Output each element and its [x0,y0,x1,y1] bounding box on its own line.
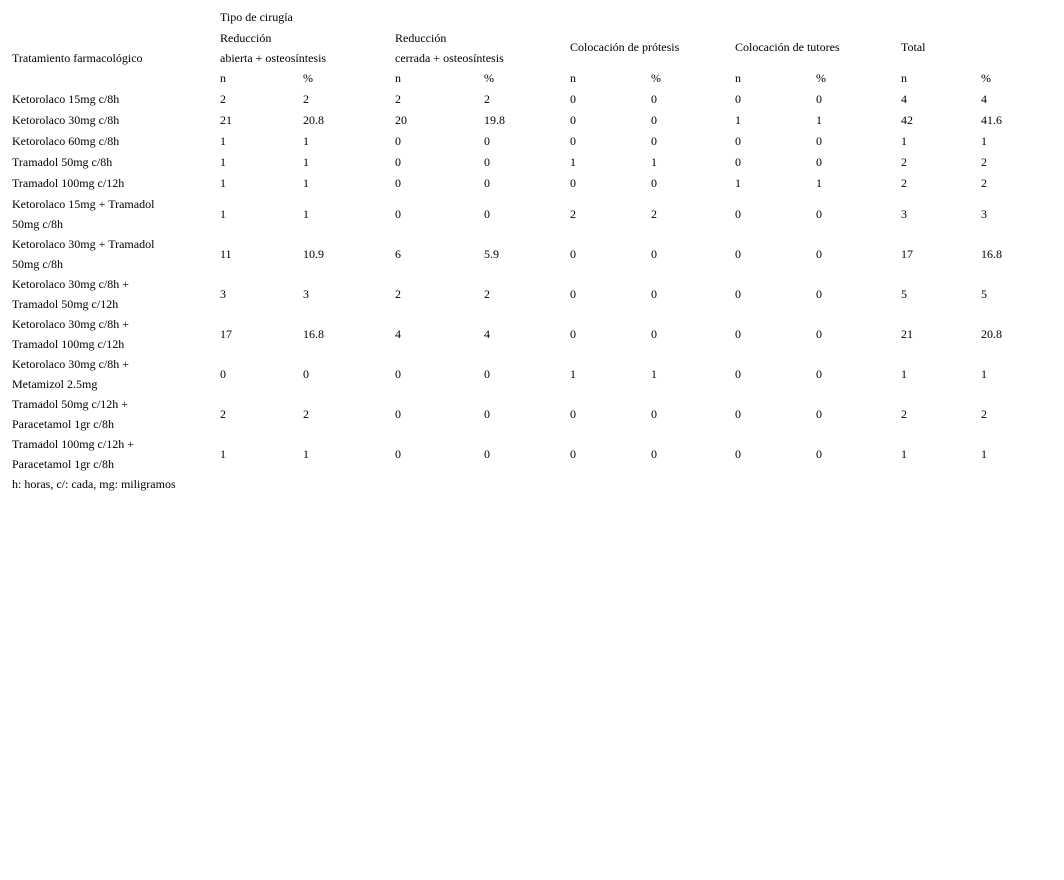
row-label-line: Ketorolaco 15mg + Tramadol [12,197,155,211]
table-cell: 1 [303,176,309,190]
table-cell: 0 [816,134,822,148]
table-cell: 21 [220,113,232,127]
table-cell: 0 [651,113,657,127]
table-cell: 0 [735,287,741,301]
row-label [12,234,154,274]
table-cell: 2 [981,176,987,190]
row-label-line: 50mg c/8h [12,257,63,271]
table-cell: 2 [901,155,907,169]
table-cell: 41.6 [981,113,1002,127]
row-label-line: Tramadol 100mg c/12h [12,176,125,190]
row-label-line: 50mg c/8h [12,217,63,231]
table-cell: 4 [395,327,401,341]
table-cell: 3 [901,207,907,221]
table-cell: 0 [395,176,401,190]
column-header-line2: cerrada + osteosíntesis [395,51,504,65]
table-cell: 5.9 [484,247,499,261]
table-cell: 1 [816,113,822,127]
table-cell: 0 [651,134,657,148]
sub-header: % [303,71,313,85]
row-label-line: Ketorolaco 30mg + Tramadol [12,237,155,251]
table-cell: 2 [220,92,226,106]
table-cell: 0 [651,447,657,461]
table-cell: 0 [816,287,822,301]
table-cell: 0 [220,367,226,381]
table-cell: 0 [651,407,657,421]
sub-header: n [901,71,907,85]
table-cell: 0 [735,407,741,421]
table-cell: 10.9 [303,247,324,261]
row-label-line: Paracetamol 1gr c/8h [12,417,114,431]
table-cell: 21 [901,327,913,341]
sub-header: n [395,71,401,85]
table-cell: 0 [651,92,657,106]
row-label-line: Ketorolaco 30mg c/8h + [12,357,130,371]
table-cell: 0 [570,176,576,190]
sub-header: % [981,71,991,85]
table-cell: 1 [901,447,907,461]
table-cell: 2 [220,407,226,421]
row-label-line: Tramadol 100mg c/12h + [12,437,134,451]
table-cell: 4 [981,92,987,106]
table-cell: 1 [303,155,309,169]
table-cell: 0 [570,447,576,461]
table-cell: 0 [735,447,741,461]
table-cell: 17 [901,247,913,261]
sub-header: % [816,71,826,85]
group-header: Tipo de cirugía [220,10,293,24]
table-cell: 1 [901,367,907,381]
row-label [12,194,154,234]
column-header: Colocación de tutores [735,40,840,54]
sub-header: n [735,71,741,85]
table-cell: 0 [570,113,576,127]
table-cell: 2 [901,176,907,190]
row-label [12,354,129,394]
table-cell: 0 [651,247,657,261]
sub-header: % [651,71,661,85]
table-cell: 1 [651,367,657,381]
row-header-label: Tratamiento farmacológico [12,51,143,65]
table-cell: 0 [735,155,741,169]
table-cell: 20 [395,113,407,127]
table-cell: 0 [735,207,741,221]
row-label-line: Tramadol 100mg c/12h [12,337,125,351]
table-cell: 2 [484,287,490,301]
table-cell: 1 [816,176,822,190]
table-cell: 2 [981,155,987,169]
table-cell: 1 [570,155,576,169]
row-label [12,434,134,474]
table-cell: 1 [735,113,741,127]
row-label-line: Tramadol 50mg c/12h [12,297,119,311]
table-cell: 2 [395,287,401,301]
row-label-line: Ketorolaco 30mg c/8h [12,113,120,127]
table-cell: 42 [901,113,913,127]
row-label [12,394,128,434]
column-header: Total [901,40,926,54]
table-cell: 2 [395,92,401,106]
row-label [12,152,112,172]
column-header: Colocación de prótesis [570,40,680,54]
table-cell: 0 [735,367,741,381]
row-label-line: Ketorolaco 15mg c/8h [12,92,120,106]
table-cell: 1 [220,447,226,461]
table-cell: 1 [220,134,226,148]
table-cell: 2 [303,92,309,106]
table-cell: 0 [484,207,490,221]
table-cell: 0 [570,92,576,106]
table-cell: 0 [816,367,822,381]
row-label-line: Paracetamol 1gr c/8h [12,457,114,471]
table-cell: 1 [220,176,226,190]
table-cell: 0 [395,367,401,381]
table-cell: 17 [220,327,232,341]
table-cell: 0 [570,134,576,148]
table-cell: 1 [303,447,309,461]
table-cell: 2 [981,407,987,421]
table-cell: 3 [303,287,309,301]
row-label-line: Ketorolaco 30mg c/8h + [12,277,130,291]
table-cell: 0 [816,407,822,421]
row-label [12,110,119,130]
column-header-line1: Reducción [220,31,272,45]
table-cell: 1 [651,155,657,169]
table-cell: 1 [981,134,987,148]
table-cell: 6 [395,247,401,261]
table-cell: 16.8 [303,327,324,341]
table-cell: 2 [484,92,490,106]
table-cell: 0 [570,327,576,341]
table-cell: 0 [303,367,309,381]
table-cell: 0 [395,407,401,421]
footnote: h: horas, c/: cada, mg: miligramos [12,477,176,491]
row-label [12,131,119,151]
row-label [12,314,129,354]
table-cell: 1 [220,155,226,169]
row-label [12,89,119,109]
table-cell: 1 [570,367,576,381]
row-label-line: Tramadol 50mg c/8h [12,155,113,169]
row-label [12,173,124,193]
sub-header: n [570,71,576,85]
table-cell: 1 [901,134,907,148]
table-cell: 0 [816,92,822,106]
table-cell: 0 [395,134,401,148]
table-cell: 0 [484,134,490,148]
table-cell: 0 [570,287,576,301]
table-cell: 0 [816,447,822,461]
table-cell: 0 [735,92,741,106]
row-label-line: Ketorolaco 60mg c/8h [12,134,120,148]
table-cell: 1 [220,207,226,221]
table-cell: 2 [651,207,657,221]
table-cell: 0 [651,327,657,341]
sub-header: % [484,71,494,85]
table-cell: 2 [901,407,907,421]
table-cell: 0 [735,247,741,261]
table-cell: 1 [303,207,309,221]
table-cell: 0 [484,447,490,461]
table-cell: 11 [220,247,232,261]
table-cell: 0 [651,287,657,301]
table-cell: 4 [484,327,490,341]
table-cell: 0 [816,327,822,341]
table-cell: 5 [901,287,907,301]
table-cell: 1 [303,134,309,148]
row-label-line: Tramadol 50mg c/12h + [12,397,128,411]
table-cell: 0 [816,155,822,169]
table-cell: 2 [303,407,309,421]
row-label-line: Ketorolaco 30mg c/8h + [12,317,130,331]
table-cell: 0 [570,247,576,261]
table-cell: 0 [484,407,490,421]
table-cell: 0 [651,176,657,190]
table-cell: 20.8 [981,327,1002,341]
table-cell: 16.8 [981,247,1002,261]
table-cell: 3 [220,287,226,301]
table-cell: 0 [395,155,401,169]
table-cell: 0 [484,367,490,381]
table-cell: 5 [981,287,987,301]
table-cell: 3 [981,207,987,221]
table-cell: 1 [981,447,987,461]
table-cell: 0 [816,247,822,261]
table-cell: 1 [735,176,741,190]
table-cell: 0 [395,447,401,461]
table-cell: 0 [395,207,401,221]
column-header-line1: Reducción [395,31,447,45]
table-cell: 20.8 [303,113,324,127]
table-cell: 0 [735,327,741,341]
row-label-line: Metamizol 2.5mg [12,377,98,391]
table-cell: 0 [570,407,576,421]
table-cell: 1 [981,367,987,381]
table-cell: 0 [735,134,741,148]
table-cell: 2 [570,207,576,221]
table-cell: 0 [484,155,490,169]
row-label [12,274,129,314]
table-cell: 0 [816,207,822,221]
table-cell: 4 [901,92,907,106]
table-cell: 0 [484,176,490,190]
table-cell: 19.8 [484,113,505,127]
column-header-line2: abierta + osteosíntesis [220,51,327,65]
sub-header: n [220,71,226,85]
